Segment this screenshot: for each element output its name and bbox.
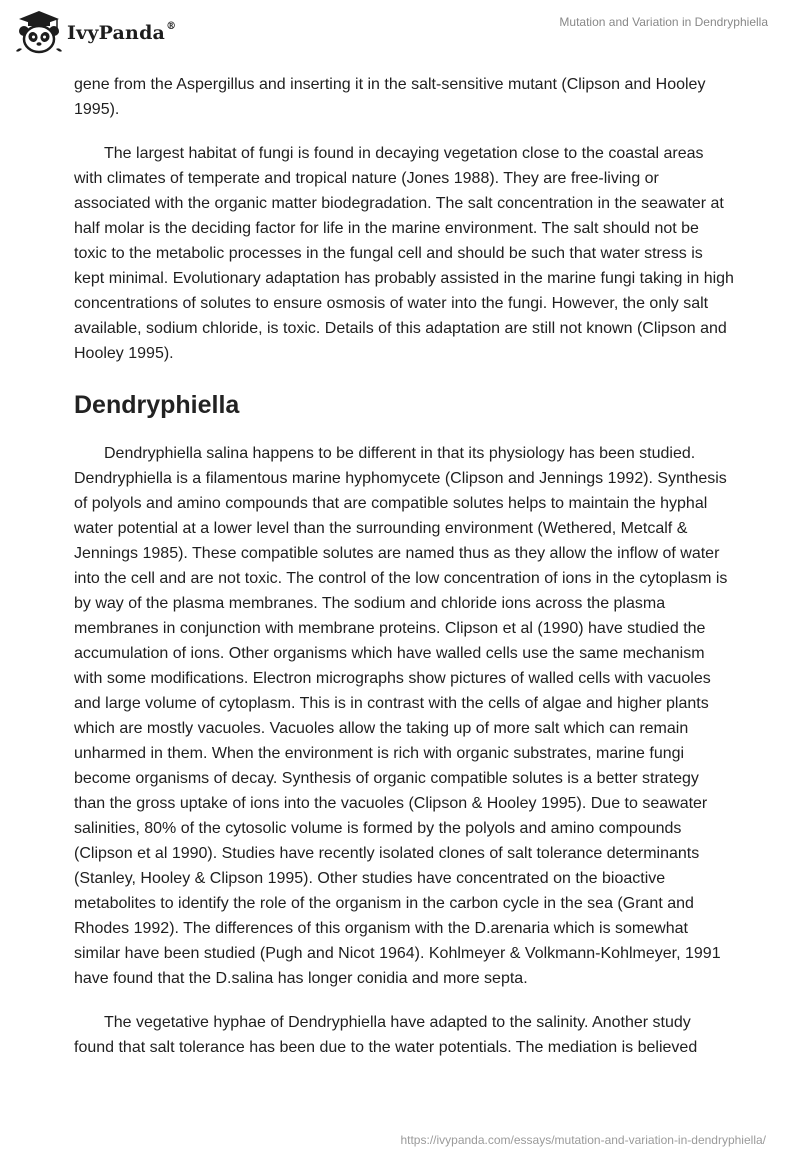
section-heading-dendryphiella: Dendryphiella (74, 391, 240, 419)
logo-wordmark: IvyPanda (67, 22, 166, 44)
paragraph-dendryphiella: Dendryphiella salina happens to be different in that its physiology has been studied. Dendryphiella is a filamentous marine hyphomycete (Clipson and Jennings 1992). Synthesis of polyols and amino compounds that are compatible solutes helps to maintain the hyphal water potential at a lower level than the surrounding environment (Wethered, Metcalf & Jennings 1985). These compatible solutes are named thus as they allow the inflow of water into the cell and are not toxic. The control of the low concentration of ions in the cytoplasm is by way of the plasma membranes. The sodium and chloride ions across the plasma membranes in conjunction with membrane proteins. Clipson et al (1990) have studied the accumulation of ions. Other organisms which have walled cells use the same mechanism with some modifications. Electron micrographs show pictures of walled cells with vacuoles and large volume of cytoplasm. This is in contrast with the cells of algae and higher plants which are mostly vacuoles. Vacuoles allow the taking up of more salt which can remain unharmed in them. When the environment is rich with organic substrates, marine fungi become organisms of decay. Synthesis of organic compatible solutes is a better strategy than the gross uptake of ions into the vacuoles (Clipson & Hooley 1995). Due to seawater salinities, 80% of the cytosolic volume is formed by the polyols and amino compounds (Clipson et al 1990). Studies have recently isolated clones of salt tolerance determinants (Stanley, Hooley & Clipson 1995). Other studies have concentrated on the bioactive metabolites to identify the role of the organism in the carbon cycle in the sea (Grant and Rhodes 1992). The differences of this organism with the D.arenaria which is somewhat similar have been studied (Pugh and Nicot 1964). Kohlmeyer & Volkmann-Kohlmeyer, 1991 have found that the D.salina has longer conidia and more septa. (74, 445, 728, 987)
paragraph-habitat: The largest habitat of fungi is found in decaying vegetation close to the coastal areas with climates of temperate and tropical nature (Jones 1988). They are free-living or associated with the organic matter biodegradation. The salt concentration in the seawater at half molar is the deciding factor for life in the marine environment. The salt should not be toxic to the metabolic processes in the fungal cell and should be such that water stress is kept minimal. Evolutionary adaptation has probably assisted in the marine fungi taking in high concentrations of solutes to ensure osmosis of water into the fungi. However, the only salt available, sodium chloride, is toxic. Details of this adaptation are still not known (Clipson and Hooley 1995). (74, 145, 734, 362)
paragraph-continued: gene from the Aspergillus and inserting it in the salt-sensitive mutant (Clipson and Hooley 1995). (74, 76, 706, 118)
source-url[interactable]: https://ivypanda.com/essays/mutation-and-variation-in-dendryphiella/ (400, 1133, 766, 1147)
page-header (0, 0, 800, 60)
registered-mark: ® (166, 20, 177, 32)
document-title: Mutation and Variation in Dendryphiella (559, 15, 768, 29)
paragraph-vegetative: The vegetative hyphae of Dendryphiella have adapted to the salinity. Another study found that salt tolerance has been due to the water potentials. The mediation is believed (74, 1014, 698, 1056)
essay-body (74, 72, 734, 1079)
ivypanda-logo[interactable] (14, 9, 176, 55)
panda-graduate-icon (14, 9, 64, 55)
logo-text (67, 22, 176, 44)
